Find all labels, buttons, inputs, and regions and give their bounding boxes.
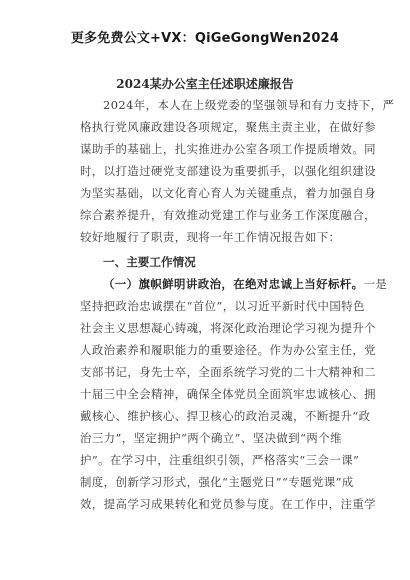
intro-line: 谋助手的基础上，扎实推进办公室各项工作提质增效。同: [80, 142, 377, 156]
intro-line: 综合素养提升，有效推动党建工作与业务工作深度融合，: [80, 208, 377, 222]
intro-line: 格执行党风廉政建设各项规定，聚焦主责主业，在做好参: [80, 120, 377, 134]
subsection-heading: （一）旗帜鲜明讲政治，在绝对忠诚上当好标杆。: [103, 277, 364, 291]
body-line: 戴核心、维护核心、捍卫核心的政治灵魂，不断提升“政: [80, 409, 371, 423]
body-line: 护”。在学习中，注重组织引领，严格落实“三会一课”: [80, 453, 360, 467]
document-title: 2024某办公室主任述职述廉报告: [116, 77, 294, 91]
body-line: 社会主义思想凝心铸魂，将深化政治理论学习视为提升个: [80, 321, 377, 335]
subsection-line: [103, 277, 387, 291]
body-line: 支部书记，身先士卒，全面系统学习党的二十大精神和二: [80, 365, 377, 379]
intro-line: 2024年，本人在上级党委的坚强领导和有力支持下，严: [103, 98, 395, 112]
body-line: 人政治素养和履职能力的重要途径。作为办公室主任，党: [80, 343, 377, 357]
section-heading: 一、主要工作情况: [103, 255, 196, 269]
body-line: 效，提高学习成果转化和党员参与度。在工作中，注重学: [80, 497, 377, 511]
intro-line: 时，以打造过硬党支部建设为重要抓手，以强化组织建设: [80, 164, 377, 178]
body-line: 十届三中全会精神，确保全体党员全面筑牢忠诚核心、拥: [80, 387, 377, 401]
body-line: 治三力”，坚定拥护“两个确立”、坚决做到“两个维: [80, 431, 342, 445]
intro-line: 较好地履行了职责，现将一年工作情况报告如下：: [80, 230, 341, 244]
subsection-lead: 一是: [363, 277, 388, 291]
promo-banner: 更多免费公文+VX：QiGeGongWen2024: [70, 31, 340, 46]
body-line: 坚持把政治忠诚摆在“首位”，以习近平新时代中国特色: [80, 299, 365, 313]
body-line: 制度，创新学习形式，强化“主题党日”“专题党课”成: [80, 475, 354, 489]
intro-line: 为坚实基础，以文化育心育人为关键重点，着力加强自身: [80, 186, 377, 200]
